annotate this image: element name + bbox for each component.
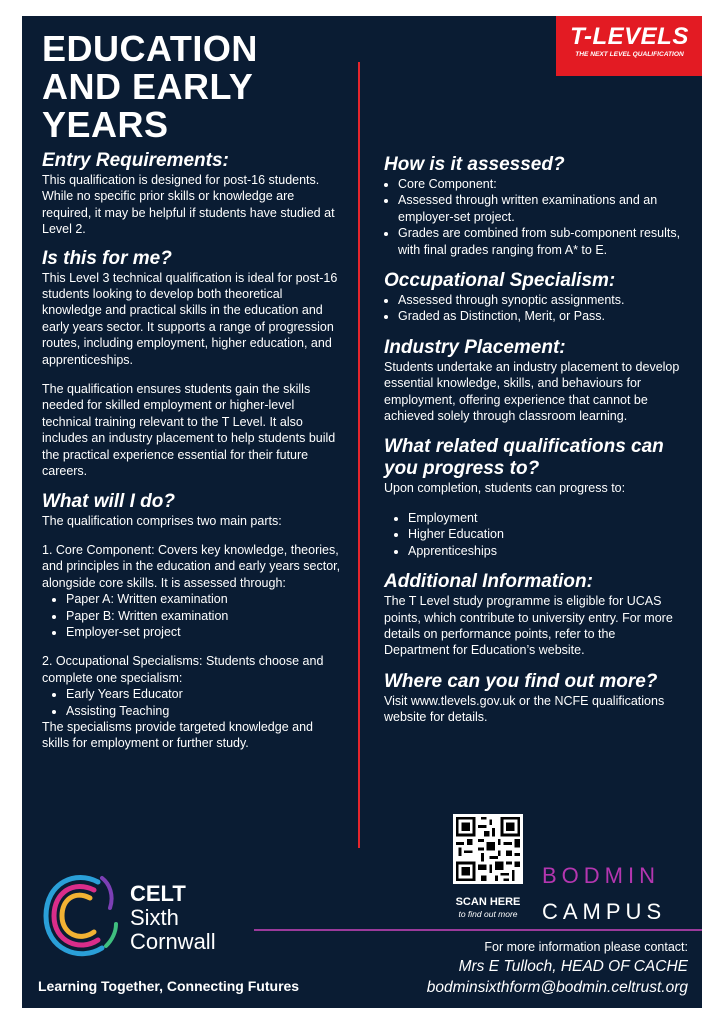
additional-information-text: The T Level study programme is eligible for UCAS points, which contribute to university entry. For more details on performance points, refer to the Department for Education’s website. [384, 594, 673, 658]
what-will-i-do-intro: The qualification comprises two main parts: [42, 513, 282, 528]
tagline: Learning Together, Connecting Futures [38, 978, 300, 994]
left-column [42, 150, 342, 752]
right-column [384, 154, 684, 726]
list-item: • Apprenticeships [408, 543, 684, 559]
additional-information-heading: Additional Information: [384, 571, 593, 593]
contact-label: For more information please contact: [484, 940, 688, 954]
entry-requirements-section [42, 150, 342, 238]
column-divider [358, 62, 360, 848]
industry-placement-section [384, 337, 684, 425]
is-this-for-me-heading: Is this for me? [42, 247, 172, 269]
list-item: • Employer-set project [66, 624, 342, 640]
list-item: • Paper B: Written examination [66, 608, 342, 624]
occupational-specialism-heading: Occupational Specialism: [384, 270, 616, 292]
title-line-3: YEARS [42, 104, 169, 145]
title-line-2: AND EARLY [42, 66, 254, 107]
industry-placement-text: Students undertake an industry placement to develop essential knowledge, skills, and behaviours for employment, offering experience that cannot be achieved solely through classroom learning. [384, 359, 680, 424]
additional-information-section [384, 571, 684, 659]
specialisms-list [42, 686, 342, 719]
qr-code[interactable] [453, 814, 523, 884]
celt-logo-line-2: Sixth [130, 905, 179, 930]
list-item: • Grades are combined from sub-component results, with final grades ranging from A* to E. [398, 225, 684, 258]
scan-here-label [438, 896, 538, 920]
list-item: • Paper A: Written examination [66, 591, 342, 607]
list-item: • Employment [408, 510, 684, 526]
scan-here-subtext: to find out more [458, 909, 518, 919]
how-assessed-list [384, 176, 684, 258]
campus-name-line-1: BODMIN [542, 863, 660, 888]
t-levels-logo [556, 16, 702, 76]
progression-list [384, 510, 684, 559]
related-qualifications-section [384, 436, 684, 559]
celt-logo-text [130, 882, 216, 954]
occupational-specialisms-text: 2. Occupational Specialisms: Students choose and complete one specialism: [42, 654, 324, 685]
list-item: • Assisting Teaching [66, 703, 342, 719]
entry-requirements-text: This qualification is designed for post-16 students. While no specific prior skills or knowledge are required, it may be helpful if students have studied at Level 2. [42, 173, 335, 237]
is-this-for-me-section [42, 248, 342, 480]
list-item: • Assessed through synoptic assignments. [398, 292, 684, 308]
occupational-specialism-list [384, 292, 684, 325]
list-item: • Core Component: [398, 176, 684, 192]
how-assessed-heading: How is it assessed? [384, 154, 565, 175]
how-assessed-section [384, 154, 684, 258]
is-this-for-me-paragraph-1: This Level 3 technical qualification is ideal for post-16 students looking to develop both theoretical knowledge and practical skills in the education and early years sector. It supports a range of progression routes, including employment, higher education, and apprenticeships. [42, 270, 338, 367]
is-this-for-me-paragraph-2: The qualification ensures students gain the skills needed for skilled employment or higher-level technical training relevant to the T Level. It also includes an industry placement to help students build the practical experience essential for their future careers. [42, 382, 336, 479]
contact-name: Mrs E Tulloch, HEAD OF CACHE [458, 958, 688, 975]
list-item: • Early Years Educator [66, 686, 342, 702]
scan-here-text: SCAN HERE [455, 896, 521, 908]
industry-placement-heading: Industry Placement: [384, 336, 566, 358]
entry-requirements-heading: Entry Requirements: [42, 150, 229, 171]
footer-divider [254, 929, 702, 931]
campus-name-line-2: CAMPUS [542, 899, 667, 924]
what-will-i-do-heading: What will I do? [42, 490, 175, 512]
core-component-text: 1. Core Component: Covers key knowledge, theories, and principles in the education and early years sector, alongside core skills. It is assessed through: [42, 542, 341, 590]
what-will-i-do-section [42, 491, 342, 752]
page-title [42, 30, 258, 144]
contact-email-link[interactable]: bodminsixthform@bodmin.celtrust.org [426, 979, 688, 996]
t-levels-logo-subtitle: THE NEXT LEVEL QUALIFICATION [575, 51, 684, 58]
flyer-page [22, 16, 702, 1008]
celt-swirl-logo-icon [36, 868, 122, 966]
t-levels-logo-text: T-LEVELS [570, 23, 689, 50]
title-line-1: EDUCATION [42, 28, 258, 69]
core-component-list [42, 591, 342, 640]
occupational-specialism-section [384, 270, 684, 325]
list-item: • Assessed through written examinations and an employer-set project. [398, 192, 684, 225]
find-out-more-section [384, 671, 684, 726]
celt-logo-line-3: Cornwall [130, 929, 216, 954]
list-item: • Graded as Distinction, Merit, or Pass. [398, 308, 684, 324]
contact-block [427, 938, 688, 998]
celt-logo-line-1: CELT [130, 881, 186, 906]
find-out-more-heading: Where can you find out more? [384, 670, 658, 692]
related-qualifications-heading: What related qualifications can you progress to? [384, 436, 664, 480]
related-qualifications-intro: Upon completion, students can progress to: [384, 481, 626, 496]
specialisms-outro: The specialisms provide targeted knowledge and skills for employment or further study. [42, 719, 313, 751]
find-out-more-text: Visit www.tlevels.gov.uk or the NCFE qualifications website for details. [384, 693, 665, 725]
list-item: • Higher Education [408, 526, 684, 542]
